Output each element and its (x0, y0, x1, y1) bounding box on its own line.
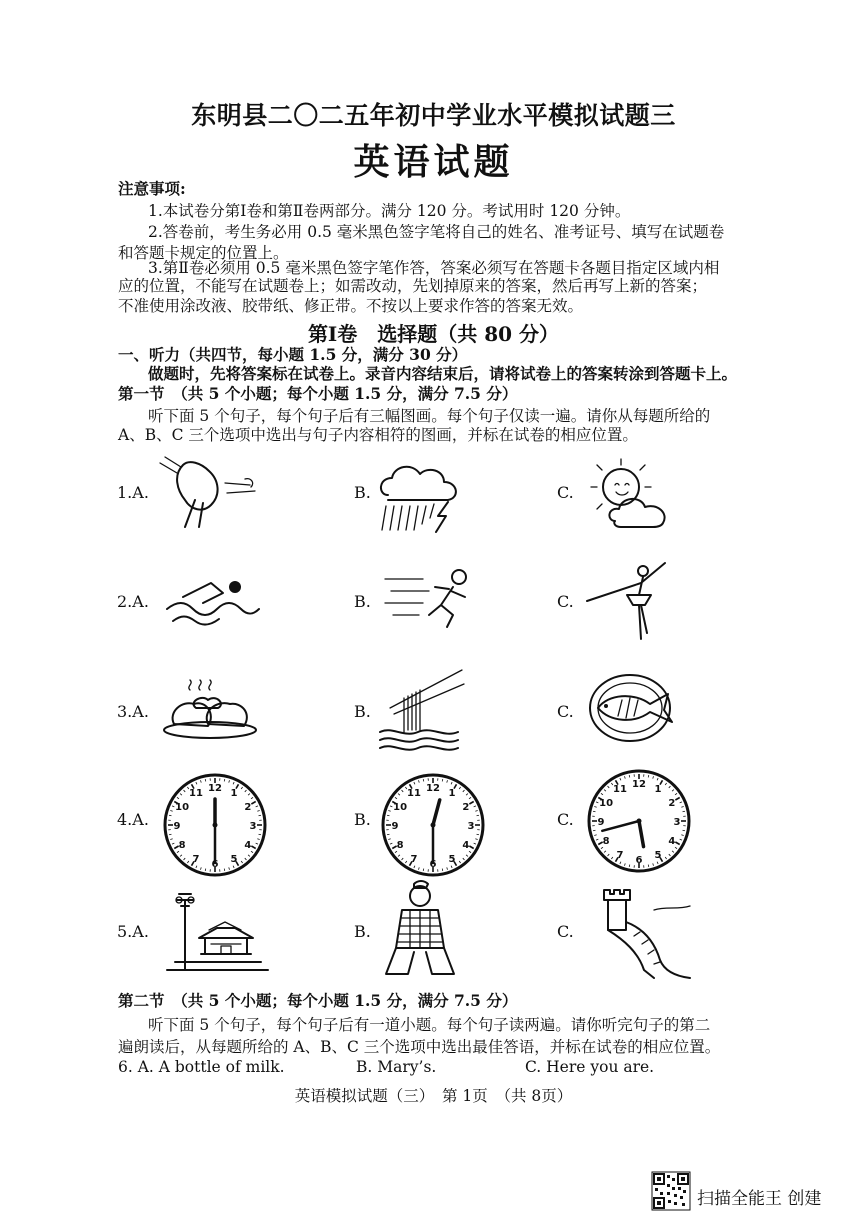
section2-desc-1: 听下面 5 个句子，每个句子后有一道小题。每个句子读两遍。请你听完句子的第二 (148, 1016, 711, 1034)
clock-number: 12 (632, 779, 646, 790)
clock-c-icon (586, 768, 692, 874)
scanner-watermark: 扫描全能王 创建 (697, 1189, 822, 1209)
clock-number: 4 (244, 840, 252, 851)
running-icon (383, 565, 478, 630)
clock-number: 10 (175, 802, 190, 813)
clock-number: 6 (635, 855, 643, 866)
clock-number: 5 (230, 853, 238, 865)
clock-number: 11 (407, 788, 421, 800)
section1-heading: 第一节 （共 5 个小题；每个小题 1.5 分，满分 7.5 分） (118, 384, 518, 403)
note-line-1: 1.本试卷分第Ⅰ卷和第Ⅱ卷两部分。满分 120 分。考试用时 120 分钟。 (148, 202, 631, 220)
clock-number: 4 (462, 840, 470, 851)
clock-number: 5 (654, 849, 662, 861)
clock-number: 12 (208, 783, 222, 794)
clock-number: 6 (429, 859, 437, 870)
clock-a-icon (162, 772, 268, 878)
note-line-5: 应的位置，不能写在试题卷上；如需改动，先划掉原来的答案，然后再写上新的答案； (118, 277, 708, 295)
q4-label-c: C. (557, 810, 574, 829)
clock-number: 7 (616, 849, 624, 861)
clock-number: 7 (410, 853, 418, 865)
thunderstorm-icon (378, 460, 468, 535)
clock-number: 12 (426, 783, 440, 794)
clock-number: 3 (673, 817, 681, 828)
q4-label-b: B. (354, 810, 371, 829)
clock-number: 9 (597, 817, 605, 828)
q5-label-b: B. (354, 922, 371, 941)
q3-label-b: B. (354, 702, 371, 721)
clock-number: 11 (613, 784, 627, 796)
page-footer: 英语模拟试题（三） 第 1页 （共 8页） (294, 1087, 573, 1105)
q6-option-c: C. Here you are. (525, 1058, 655, 1076)
section2-desc-2: 遍朗读后，从每题所给的 A、B、C 三个选项中选出最佳答语，并标在试卷的相应位置。 (118, 1038, 721, 1056)
q5-label-c: C. (557, 922, 574, 941)
note-line-3: 和答题卡规定的位置上。 (118, 244, 289, 262)
clock-number: 6 (211, 859, 219, 870)
section1-desc-2: A、B、C 三个选项中选出与句子内容相符的图画，并标在试卷的相应位置。 (118, 426, 638, 444)
q2-label-b: B. (354, 592, 371, 611)
clock-number: 10 (393, 802, 408, 813)
ballet-dancer-icon (585, 557, 670, 642)
steamed-buns-icon (160, 680, 260, 740)
listening-instruction: 做题时，先将答案标在试卷上。录音内容结束后，请将试卷上的答案转涂到答题卡上。 (148, 364, 738, 383)
listening-heading: 一、听力（共四节，每小题 1.5 分，满分 30 分） (118, 345, 468, 364)
q4-label-a: 4.A. (117, 810, 149, 829)
notes-heading: 注意事项: (118, 179, 186, 198)
q1-label-a: 1.A. (117, 483, 149, 502)
clock-number: 2 (462, 802, 470, 813)
clock-number: 1 (448, 788, 456, 800)
windy-tree-icon (155, 455, 265, 530)
clock-number: 1 (654, 784, 662, 796)
part1-title: 第Ⅰ卷 选择题（共 80 分） (307, 322, 560, 346)
note-line-4: 3.第Ⅱ卷必须用 0.5 毫米黑色签字笔作答，答案必须写在答题卡各题目指定区域内相 (148, 259, 720, 277)
clock-number: 11 (189, 788, 203, 800)
section2-heading: 第二节 （共 5 个小题；每个小题 1.5 分，满分 7.5 分） (118, 991, 518, 1010)
note-line-2: 2.答卷前，考生务必用 0.5 毫米黑色签字笔将自己的姓名、准考证号、填写在试题卷 (148, 223, 725, 241)
clock-number: 8 (602, 836, 610, 847)
clock-number: 9 (391, 821, 399, 832)
clock-number: 7 (192, 853, 200, 865)
q3-label-a: 3.A. (117, 702, 149, 721)
clock-b-icon (380, 772, 486, 878)
clock-number: 2 (668, 798, 676, 809)
clock-number: 8 (396, 840, 404, 851)
q5-label-a: 5.A. (117, 922, 149, 941)
tiananmen-icon (165, 890, 270, 975)
q2-label-c: C. (557, 592, 574, 611)
clock-number: 3 (467, 821, 475, 832)
clock-number: 2 (244, 802, 252, 813)
noodles-icon (378, 668, 468, 756)
q1-label-c: C. (557, 483, 574, 502)
clock-number: 8 (178, 840, 186, 851)
note-line-6: 不准使用涂改液、胶带纸、修正带。不按以上要求作答的答案无效。 (118, 297, 584, 315)
clock-number: 5 (448, 853, 456, 865)
qr-code-icon (652, 1172, 690, 1210)
q6-option-a: 6. A. A bottle of milk. (118, 1058, 285, 1076)
exam-title: 东明县二〇二五年初中学业水平模拟试题三 (191, 101, 676, 130)
fish-dish-icon (588, 670, 678, 745)
section1-desc-1: 听下面 5 个句子，每个句子后有三幅图画。每个句子仅读一遍。请你从每题所给的 (148, 407, 711, 425)
clock-number: 10 (599, 798, 614, 809)
subject-title: 英语试题 (353, 141, 514, 183)
terracotta-warrior-icon (378, 878, 468, 978)
clock-number: 9 (173, 821, 181, 832)
clock-number: 4 (668, 836, 676, 847)
sun-cloud-icon (585, 455, 675, 535)
clock-number: 1 (230, 788, 238, 800)
q3-label-c: C. (557, 702, 574, 721)
q6-option-b: B. Mary’s. (356, 1058, 437, 1076)
q1-label-b: B. (354, 483, 371, 502)
swimming-icon (163, 575, 263, 625)
clock-number: 3 (249, 821, 257, 832)
great-wall-icon (594, 880, 694, 980)
q2-label-a: 2.A. (117, 592, 149, 611)
